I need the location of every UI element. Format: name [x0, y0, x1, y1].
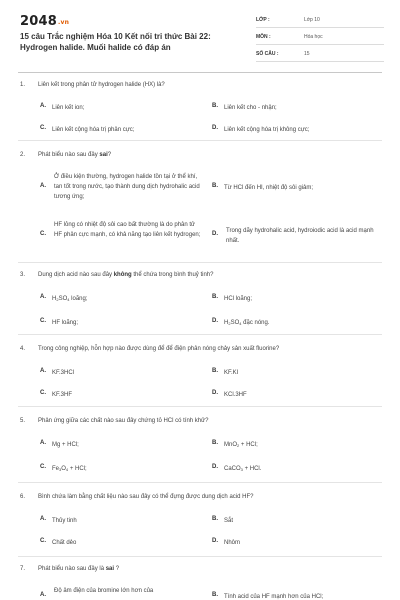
- option-a[interactable]: A. Ở điều kiện thường, hydrogen halide tồn tại ở thể khí, tan tốt trong nước, tạo thành dung dịch hydrohalic acid tương ứng;: [40, 174, 200, 200]
- question-5: 5. Phản ứng giữa các chất nào sau đây chứng tỏ HCl có tính khử? A. Mg + HCl; B. MnO$_2$ + HCl; C. $Fe_3O_4$ + HCl; D. CaCO$_3$ + HCl.: [20, 418, 382, 430]
- question-1: 1. Liên kết trong phân tử hydrogen halide (HX) là? A. Liên kết ion; B. Liên kết cho - nhận; C. Liên kết cộng hóa trị phân cực; D. Liên kết cộng hóa trị không cực;: [20, 82, 382, 94]
- question-divider: [18, 556, 382, 557]
- question-stem: [20, 272, 382, 284]
- question-number: 1.: [20, 82, 26, 88]
- option-a[interactable]: A. Độ âm điện của bromine lớn hơn của: [40, 588, 154, 598]
- question-text: Phát biểu nào sau đây là sai ?: [38, 566, 120, 572]
- question-number: 5.: [20, 418, 26, 424]
- meta-value: 15: [304, 51, 310, 57]
- site-logo[interactable]: 2048.vn: [20, 14, 70, 29]
- question-number: 2.: [20, 152, 26, 158]
- meta-value: Hóa học: [304, 34, 323, 40]
- question-7: 7. Phát biểu nào sau đây là sai ? A. Độ âm điện của bromine lớn hơn của B. Tính acid của HF mạnh hơn của HCl;: [20, 566, 382, 578]
- meta-row-class: [256, 14, 384, 28]
- question-text: Trong công nghiệp, hỗn hợp nào được dùng để để điện phân nóng chảy sản xuất fluorine?: [38, 346, 280, 352]
- question-text: Phát biểu nào sau đây sai?: [38, 152, 112, 158]
- option-d[interactable]: D. Trong dãy hydrohalic acid, hydroiodic acid là acid mạnh nhất.: [212, 228, 374, 244]
- option-c[interactable]: C. HF lỏng có nhiệt độ sôi cao bất thường là do phân tử HF phân cực mạnh, có khả năng tạo liên kết hydrogen;: [40, 222, 201, 238]
- question-divider: [18, 334, 382, 335]
- question-stem: [20, 418, 382, 430]
- info-panel: [256, 14, 384, 65]
- question-stem: [20, 82, 382, 94]
- header-divider: [18, 72, 382, 73]
- question-stem: [20, 346, 382, 358]
- question-stem: [20, 494, 382, 506]
- question-number: 6.: [20, 494, 26, 500]
- question-2: 2. Phát biểu nào sau đây sai? A. Ở điều kiện thường, hydrogen halide tồn tại ở thể khí, tan tốt trong nước, tạo thành dung dịch hydrohalic acid tương ứng; B. Từ HCl đến HI, nhiệt độ sôi giảm; C. HF lỏng có nhiệt độ sôi cao bất thường là do phân tử HF phân cực mạnh, có khả năng tạo liên kết hydrogen; D. Trong dãy hydrohalic acid, hydroiodic acid là acid mạnh nhất.: [20, 152, 382, 164]
- question-3: 3. Dung dịch acid nào sau đây không thể chứa trong bình thuỷ tinh? A. $H_2SO_4$ loãng; B. HCl loãng; C. HF loãng; D. $H_2SO_4$ đặc nóng.: [20, 272, 382, 284]
- question-6: 6. Bình chứa làm bằng chất liệu nào sau đây có thể đựng được dung dịch acid HF? A. Thủy tinh B. Sắt C. Chất dẻo D. Nhôm: [20, 494, 382, 506]
- meta-key: SỐ CÂU :: [256, 51, 279, 57]
- question-text: Phản ứng giữa các chất nào sau đây chứng tỏ HCl có tính khử?: [38, 418, 209, 424]
- question-divider: [18, 140, 382, 141]
- meta-key: MÔN :: [256, 34, 271, 40]
- question-stem: [20, 566, 382, 578]
- meta-value: Lớp 10: [304, 17, 320, 23]
- question-number: 3.: [20, 272, 26, 278]
- question-text: Liên kết trong phân tử hydrogen halide (HX) là?: [38, 82, 165, 88]
- document-header: [20, 14, 382, 64]
- question-number: 4.: [20, 346, 26, 352]
- question-divider: [18, 406, 382, 407]
- question-text: Bình chứa làm bằng chất liệu nào sau đây có thể đựng được dung dịch acid HF?: [38, 494, 254, 500]
- question-stem: [20, 152, 382, 164]
- question-4: 4. Trong công nghiệp, hỗn hợp nào được dùng để để điện phân nóng chảy sản xuất fluorine? A. KF.3HCl B. KF.KI C. KF.3HF D. KCl.3HF: [20, 346, 382, 358]
- meta-key: LỚP :: [256, 17, 270, 23]
- question-text: Dung dịch acid nào sau đây không thể chứa trong bình thuỷ tinh?: [38, 272, 214, 278]
- question-divider: [18, 482, 382, 483]
- meta-row-subject: [256, 31, 384, 45]
- question-number: 7.: [20, 566, 26, 572]
- meta-row-count: [256, 48, 384, 62]
- question-divider: [18, 262, 382, 263]
- page-title: 15 câu Trắc nghiệm Hóa 10 Kết nối tri thức Bài 22: Hydrogen halide. Muối halide có đáp án: [20, 32, 211, 52]
